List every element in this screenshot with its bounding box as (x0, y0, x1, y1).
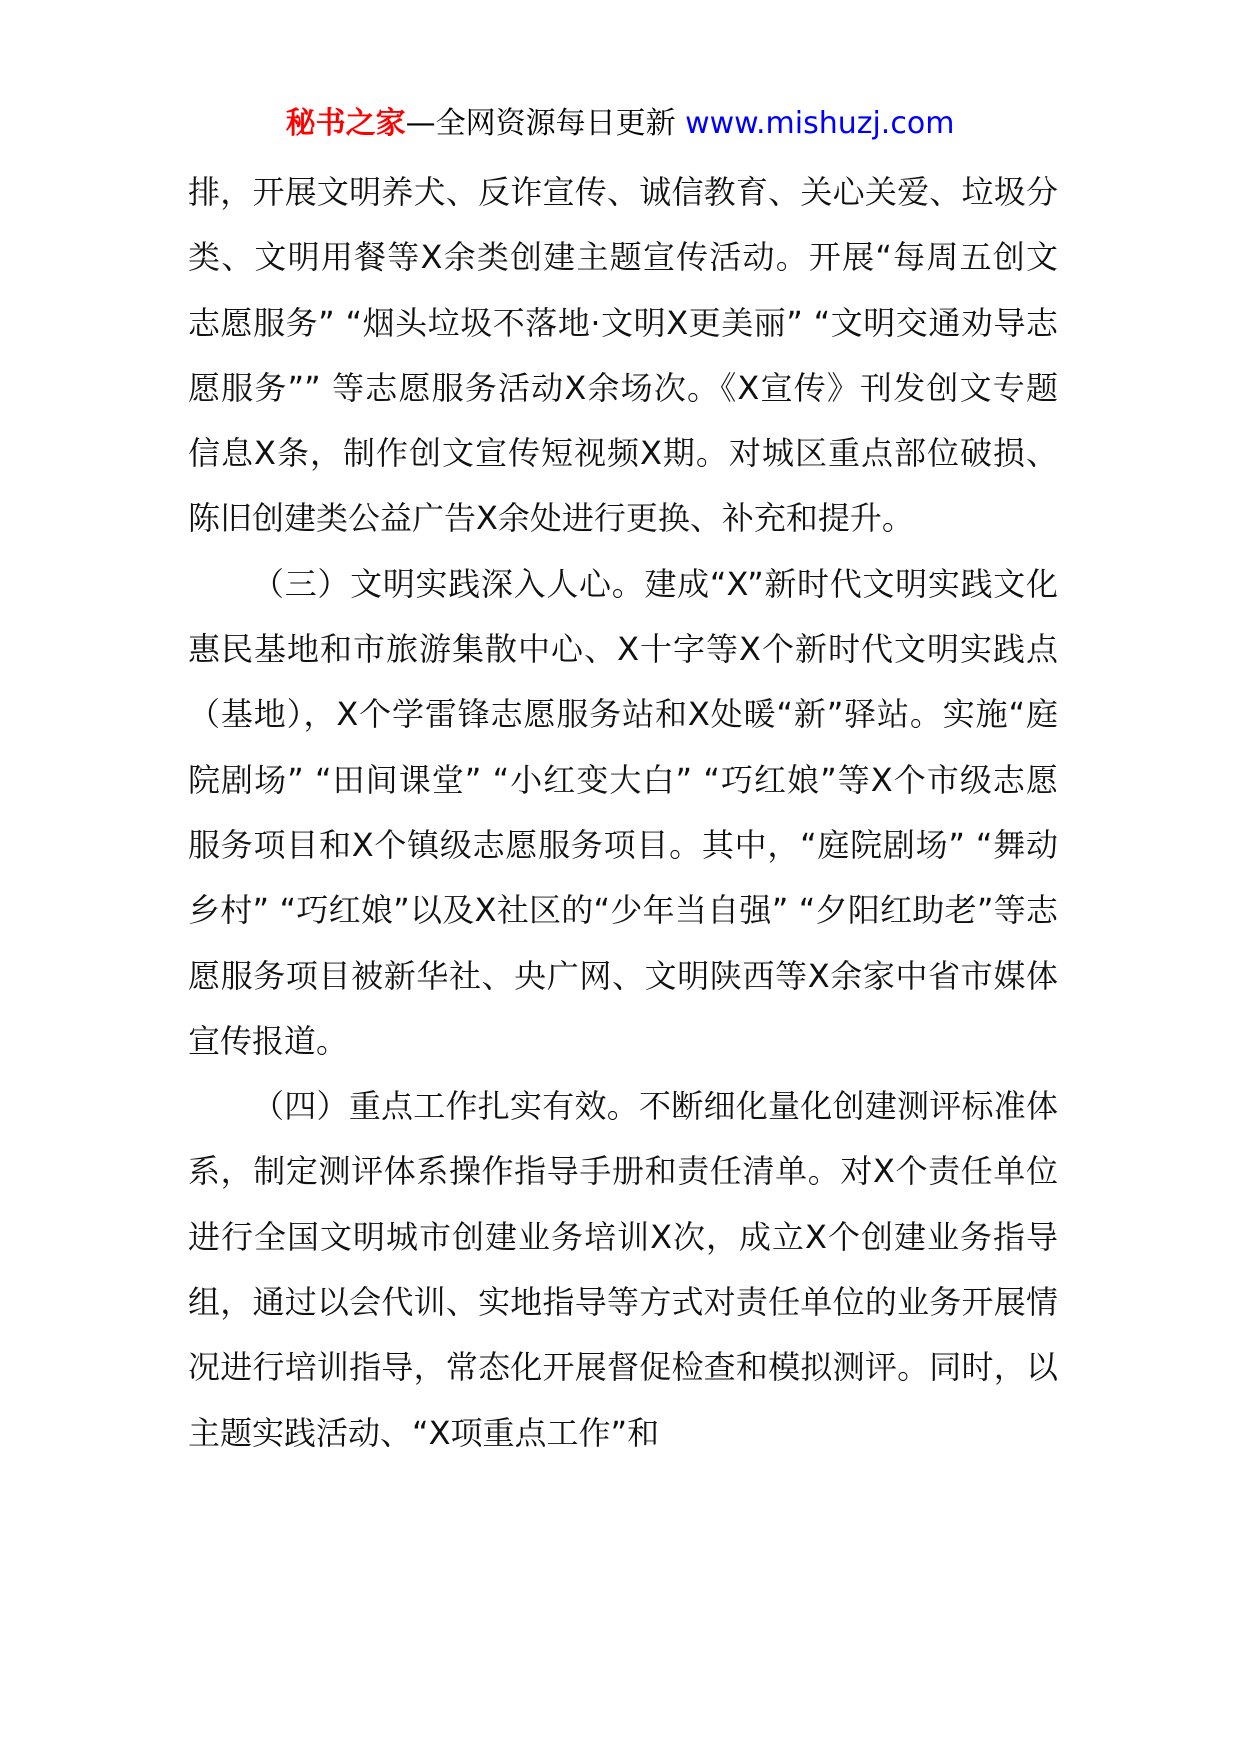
paragraph-continued: 排，开展文明养犬、反诈宣传、诚信教育、关心关爱、垃圾分类、文明用餐等X余类创建主题宣传活动。开展“每周五创文志愿服务” “烟头垃圾不落地·文明X更美丽” “文明交通劝导志愿服务”” 等志愿服务活动X余场次。《X宣传》刊发创文专题信息X条，制作创文宣传短视频X期。对城区重点部位破损、陈旧创建类公益广告X余处进行更换、补充和提升。 (188, 173, 1058, 538)
paragraph-section-three: （三）文明实践深入人心。建成“X”新时代文明实践文化惠民基地和市旅游集散中心、X十字等X个新时代文明实践点（基地），X个学雷锋志愿服务站和X处暖“新”驿站。实施“庭院剧场” “田间课堂” “小红变大白” “巧红娘”等X个市级志愿服务项目和X个镇级志愿服务项目。其中，“庭院剧场” “舞动乡村” “巧红娘”以及X社区的“少年当自强” “夕阳红助老”等志愿服务项目被新华社、央广网、文明陕西等X余家中省市媒体宣传报道。 (188, 564, 1058, 1060)
paragraph-section-four: （四）重点工作扎实有效。不断细化量化创建测评标准体系，制定测评体系操作指导手册和责任清单。对X个责任单位进行全国文明城市创建业务培训X次，成立X个创建业务指导组，通过以会代训、实地指导等方式对责任单位的业务开展情况进行培训指导，常态化开展督促检查和模拟测评。同时，以主题实践活动、“X项重点工作”和 (188, 1087, 1058, 1452)
brand-name: 秘书之家 (285, 106, 406, 141)
header-slogan: —全网资源每日更新 (405, 106, 676, 141)
page-header (0, 100, 1240, 148)
document-body (188, 160, 1058, 1466)
site-url-link[interactable]: www.mishuzj.com (675, 106, 955, 141)
